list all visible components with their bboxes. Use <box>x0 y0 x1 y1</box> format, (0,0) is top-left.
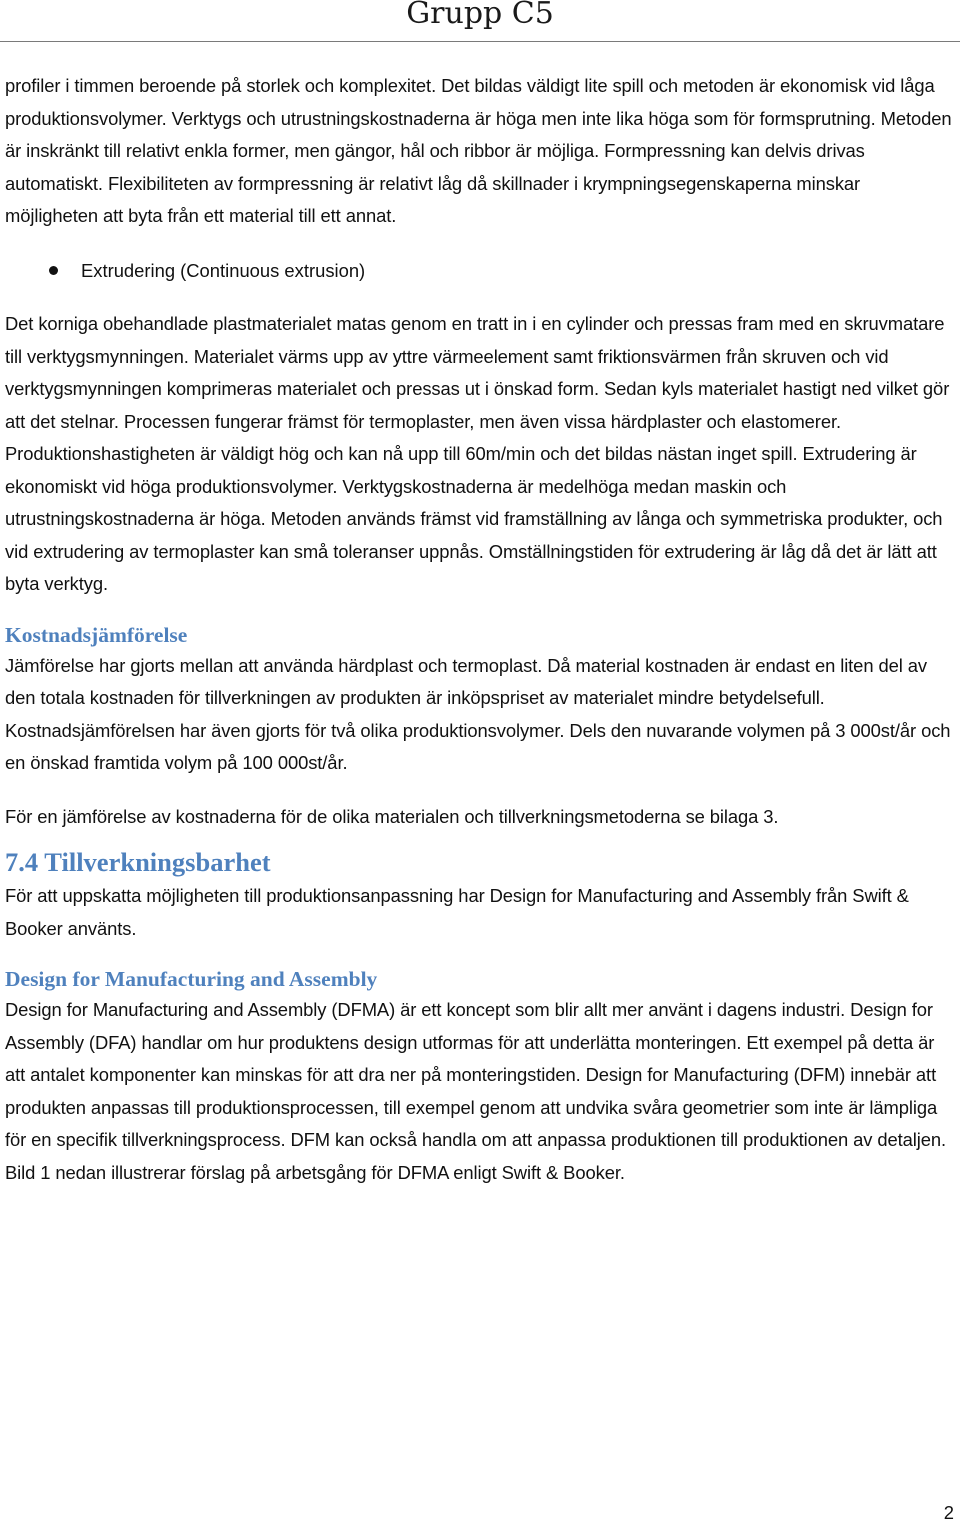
bullet-dot-icon <box>49 266 58 275</box>
heading-tillverkningsbarhet: 7.4 Tillverkningsbarhet <box>5 847 271 877</box>
page-header-title: Grupp C5 <box>406 0 554 31</box>
page-number: 2 <box>943 1502 954 1523</box>
paragraph-dfma: Design for Manufacturing and Assembly (DFMA) är ett koncept som blir allt mer använt i dagens industri. Design for Assembly (DFA) handlar om hur produktens design utformas för att underlätta monteringen. Ett exempel på detta är att antalet komponenter kan minskas för att dra ner på monteringstiden. Design for Manufacturing (DFM) innebär att produkten anpassas till produktionsprocessen, till exempel genom att undvika svåra geometrier som inte är lämpliga för en specifik tillverkningsprocess. DFM kan också handla om att anpassa produktionen till produktionen av detaljen. Bild 1 nedan illustrerar förslag på arbetsgång för DFMA enligt Swift & Booker. <box>5 999 947 1183</box>
header-divider <box>0 41 960 42</box>
heading-dfma: Design for Manufacturing and Assembly <box>5 967 378 991</box>
paragraph-extrudering: Det korniga obehandlade plastmaterialet matas genom en tratt in i en cylinder och pressas fram med en skruvmatare till verktygsmynningen. Materialet värms upp av yttre värmeelement samt friktionsvärmen från skruven och vid verktygsmynningen komprimeras materialet och pressas ut i önskad form. Sedan kyls materialet hastigt ned vilket gör att det stelnar. Processen fungerar främst för termoplaster, men även vissa härdplaster och elastomerer. Produktionshastigheten är väldigt hög och kan nå upp till 60m/min och det bildas nästan inget spill. Extrudering är ekonomiskt vid höga produktionsvolymer. Verktygskostnaderna är medelhöga medan maskin och utrustningskostnaderna är höga. Metoden används främst vid framställning av långa och symmetriska produkter, och vid extrudering av termoplaster kan små toleranser uppnås. Omställningstiden för extrudering är låg då det är lätt att byta verktyg. <box>5 313 950 594</box>
bullet-item-label: Extrudering (Continuous extrusion) <box>81 259 366 281</box>
document-body <box>5 70 955 1189</box>
paragraph-formpressning: profiler i timmen beroende på storlek och komplexitet. Det bildas väldigt lite spill och metoden är ekonomisk vid låga produktionsvolymer. Verktygs och utrustningskostnaderna är höga men inte lika höga som för formsprutning. Metoden är inskränkt till relativt enkla former, men gängor, hål och ribbor är möjliga. Formpressning kan delvis drivas automatiskt. Flexibiliteten av formpressning är relativt låg då skillnader i krympningsegenskaperna minskar möjligheten att byta från ett material till ett annat. <box>5 75 952 226</box>
heading-kostnadsjamforelse: Kostnadsjämförelse <box>5 622 188 647</box>
paragraph-bilaga: För en jämförelse av kostnaderna för de olika materialen och tillverkningsmetoderna se bilaga 3. <box>5 805 779 827</box>
bullet-item-extrudering <box>5 255 955 288</box>
paragraph-tillverkningsbarhet: För att uppskatta möjligheten till produktionsanpassning har Design for Manufacturing and Assembly från Swift & Booker använts. <box>5 885 909 939</box>
paragraph-kostnadsjamforelse: Jämförelse har gjorts mellan att använda härdplast och termoplast. Då material kostnaden är endast en liten del av den totala kostnaden för tillverkningen av produkten är inköpspriset av materialet mindre betydelsefull. Kostnadsjämförelsen har även gjorts för två olika produktionsvolymer. Dels den nuvarande volymen på 3 000st/år och en önskad framtida volym på 100 000st/år. <box>5 654 951 773</box>
